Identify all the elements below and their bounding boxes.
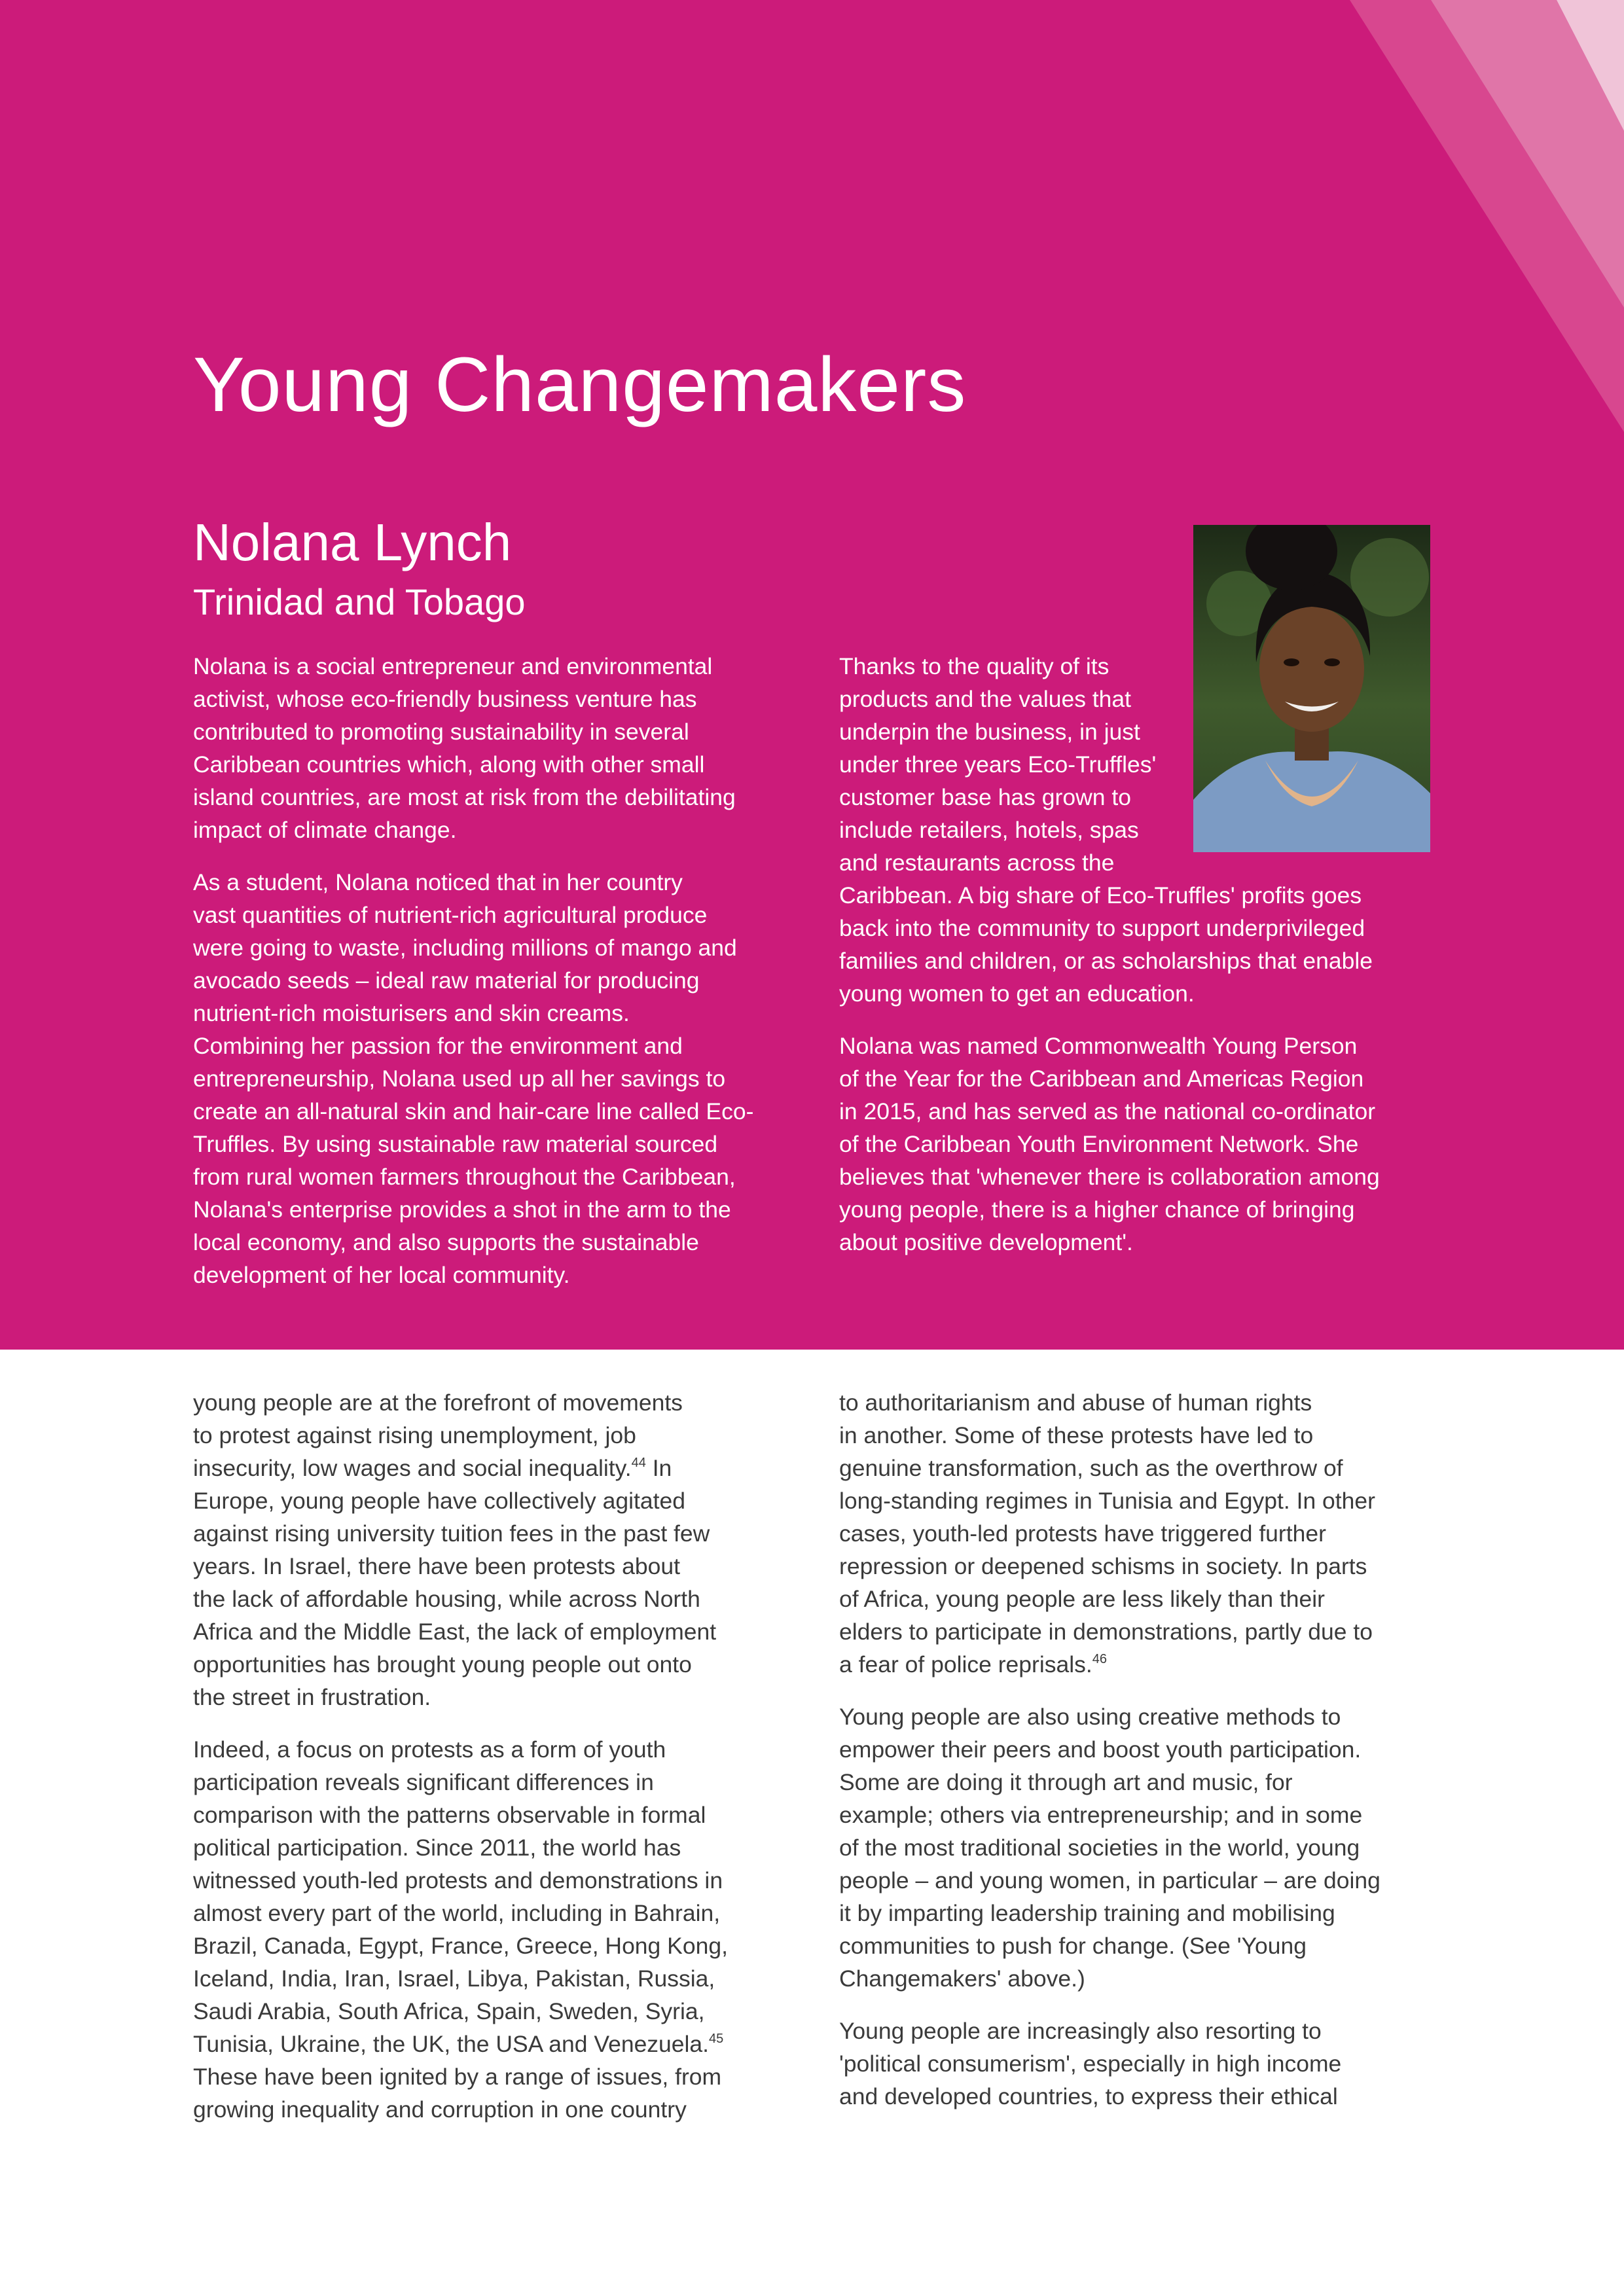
body-paragraph xyxy=(839,1700,1441,1995)
text-line: were going to waste, including millions of mango and xyxy=(193,935,737,961)
text-line: opportunities has brought young people out onto xyxy=(193,1651,692,1677)
text-line: Africa and the Middle East, the lack of employment xyxy=(193,1619,717,1645)
text-line: 'political consumerism', especially in high income xyxy=(839,2051,1342,2077)
text-line: products and the values that xyxy=(839,686,1132,712)
body-paragraph xyxy=(839,1386,1441,1681)
text-line: and restaurants across the xyxy=(839,850,1115,876)
text-line: avocado seeds – ideal raw material for producing xyxy=(193,967,700,994)
profile-paragraph xyxy=(193,650,795,846)
text-line: of the Year for the Caribbean and Americas Region xyxy=(839,1066,1364,1092)
text-line: believes that 'whenever there is collaboration among xyxy=(839,1164,1380,1190)
text-segment: In xyxy=(645,1455,672,1481)
text-line: and developed countries, to express their ethical xyxy=(839,2083,1338,2109)
profile-column-right xyxy=(839,650,1441,1278)
text-line: Thanks to the quality of its xyxy=(839,653,1110,679)
text-line: contributed to promoting sustainability in several xyxy=(193,719,689,745)
text-segment: a fear of police reprisals. xyxy=(839,1651,1092,1677)
text-line: repression or deepened schisms in society. In parts xyxy=(839,1553,1367,1579)
text-line: to protest against rising unemployment, job xyxy=(193,1422,636,1448)
text-line: elders to participate in demonstrations, partly due to xyxy=(839,1619,1373,1645)
body-paragraph xyxy=(193,1386,795,1713)
text-line: it by imparting leadership training and mobilising xyxy=(839,1900,1335,1926)
text-line: Brazil, Canada, Egypt, France, Greece, Hong Kong, xyxy=(193,1933,728,1959)
text-line: Some are doing it through art and music, for xyxy=(839,1769,1293,1795)
text-line: in another. Some of these protests have led to xyxy=(839,1422,1314,1448)
text-line: young women to get an education. xyxy=(839,980,1195,1007)
text-line: Truffles. By using sustainable raw material sourced xyxy=(193,1131,718,1157)
text-line: cases, youth-led protests have triggered further xyxy=(839,1520,1326,1547)
text-line: of the most traditional societies in the world, young xyxy=(839,1835,1360,1861)
text-line: island countries, are most at risk from the debilitating xyxy=(193,784,736,810)
text-line: As a student, Nolana noticed that in her country xyxy=(193,869,683,895)
text-line: vast quantities of nutrient-rich agricultural produce xyxy=(193,902,708,928)
text-line: underpin the business, in just xyxy=(839,719,1140,745)
text-line: of Africa, young people are less likely than their xyxy=(839,1586,1325,1612)
text-segment: insecurity, low wages and social inequality. xyxy=(193,1455,632,1481)
text-line: entrepreneurship, Nolana used up all her savings to xyxy=(193,1066,726,1092)
text-line: under three years Eco-Truffles' xyxy=(839,751,1157,778)
text-line: genuine transformation, such as the overthrow of xyxy=(839,1455,1343,1481)
text-line: communities to push for change. (See 'Young xyxy=(839,1933,1307,1959)
text-line xyxy=(839,1648,1441,1681)
profile-country: Trinidad and Tobago xyxy=(193,581,526,622)
text-line: Indeed, a focus on protests as a form of youth xyxy=(193,1736,666,1763)
text-line: Nolana is a social entrepreneur and environmental xyxy=(193,653,713,679)
text-line: about positive development'. xyxy=(839,1229,1133,1255)
text-line: local economy, and also supports the sustainable xyxy=(193,1229,699,1255)
text-line: almost every part of the world, including in Bahrain, xyxy=(193,1900,721,1926)
text-line: witnessed youth-led protests and demonstrations in xyxy=(193,1867,723,1893)
text-line: nutrient-rich moisturisers and skin creams. xyxy=(193,1000,630,1026)
text-line: customer base has grown to xyxy=(839,784,1131,810)
text-line: from rural women farmers throughout the Caribbean, xyxy=(193,1164,736,1190)
profile-column-left xyxy=(193,650,795,1311)
text-line xyxy=(193,2028,795,2060)
text-line: to authoritarianism and abuse of human rights xyxy=(839,1390,1312,1416)
text-line: Europe, young people have collectively agitated xyxy=(193,1488,685,1514)
text-line: Nolana's enterprise provides a shot in the arm to the xyxy=(193,1196,731,1223)
text-line: Nolana was named Commonwealth Young Person xyxy=(839,1033,1358,1059)
text-line: political participation. Since 2011, the world has xyxy=(193,1835,681,1861)
text-line: years. In Israel, there have been protests about xyxy=(193,1553,680,1579)
section-title: Young Changemakers xyxy=(193,342,967,428)
text-line: create an all-natural skin and hair-care line called Eco- xyxy=(193,1098,754,1124)
text-segment: Tunisia, Ukraine, the UK, the USA and Venezuela. xyxy=(193,2031,710,2057)
footnote-ref: 46 xyxy=(1092,1652,1107,1666)
text-line: of the Caribbean Youth Environment Network. She xyxy=(839,1131,1359,1157)
profile-paragraph xyxy=(839,650,1441,1010)
text-line: Changemakers' above.) xyxy=(839,1965,1085,1992)
text-line: These have been ignited by a range of issues, from xyxy=(193,2064,722,2090)
profile-name: Nolana Lynch xyxy=(193,513,512,571)
text-line: long-standing regimes in Tunisia and Egypt. In other xyxy=(839,1488,1375,1514)
text-line: development of her local community. xyxy=(193,1262,570,1288)
text-line: include retailers, hotels, spas xyxy=(839,817,1139,843)
text-line: against rising university tuition fees in the past few xyxy=(193,1520,710,1547)
text-line: Caribbean countries which, along with other small xyxy=(193,751,705,778)
text-line: the street in frustration. xyxy=(193,1684,431,1710)
profile-paragraph xyxy=(839,1030,1441,1259)
body-paragraph xyxy=(193,1733,795,2126)
text-line: young people, there is a higher chance of bringing xyxy=(839,1196,1355,1223)
text-line: the lack of affordable housing, while across North xyxy=(193,1586,700,1612)
text-line: Young people are also using creative methods to xyxy=(839,1704,1341,1730)
text-line: participation reveals significant differences in xyxy=(193,1769,654,1795)
text-line: back into the community to support underprivileged xyxy=(839,915,1365,941)
text-line: Young people are increasingly also resorting to xyxy=(839,2018,1322,2044)
text-line: growing inequality and corruption in one country xyxy=(193,2096,687,2123)
text-line: people – and young women, in particular – are doing xyxy=(839,1867,1380,1893)
text-line: Combining her passion for the environment and xyxy=(193,1033,683,1059)
text-line: Iceland, India, Iran, Israel, Libya, Pakistan, Russia, xyxy=(193,1965,715,1992)
text-line: impact of climate change. xyxy=(193,817,457,843)
body-paragraph xyxy=(839,2015,1441,2113)
text-line: young people are at the forefront of movements xyxy=(193,1390,683,1416)
text-line xyxy=(193,1452,795,1484)
body-column-right xyxy=(839,1386,1441,2132)
profile-paragraph xyxy=(193,866,795,1291)
text-line: families and children, or as scholarships that enable xyxy=(839,948,1373,974)
text-line: in 2015, and has served as the national co-ordinator xyxy=(839,1098,1376,1124)
text-line: Saudi Arabia, South Africa, Spain, Sweden, Syria, xyxy=(193,1998,705,2024)
text-line: comparison with the patterns observable in formal xyxy=(193,1802,706,1828)
footnote-ref: 44 xyxy=(631,1456,646,1470)
text-line: Caribbean. A big share of Eco-Truffles' profits goes xyxy=(839,882,1362,908)
body-column-left xyxy=(193,1386,795,2145)
text-line: activist, whose eco-friendly business venture has xyxy=(193,686,697,712)
text-line: example; others via entrepreneurship; and in some xyxy=(839,1802,1363,1828)
footnote-ref: 45 xyxy=(709,2032,724,2046)
text-line: empower their peers and boost youth participation. xyxy=(839,1736,1362,1763)
